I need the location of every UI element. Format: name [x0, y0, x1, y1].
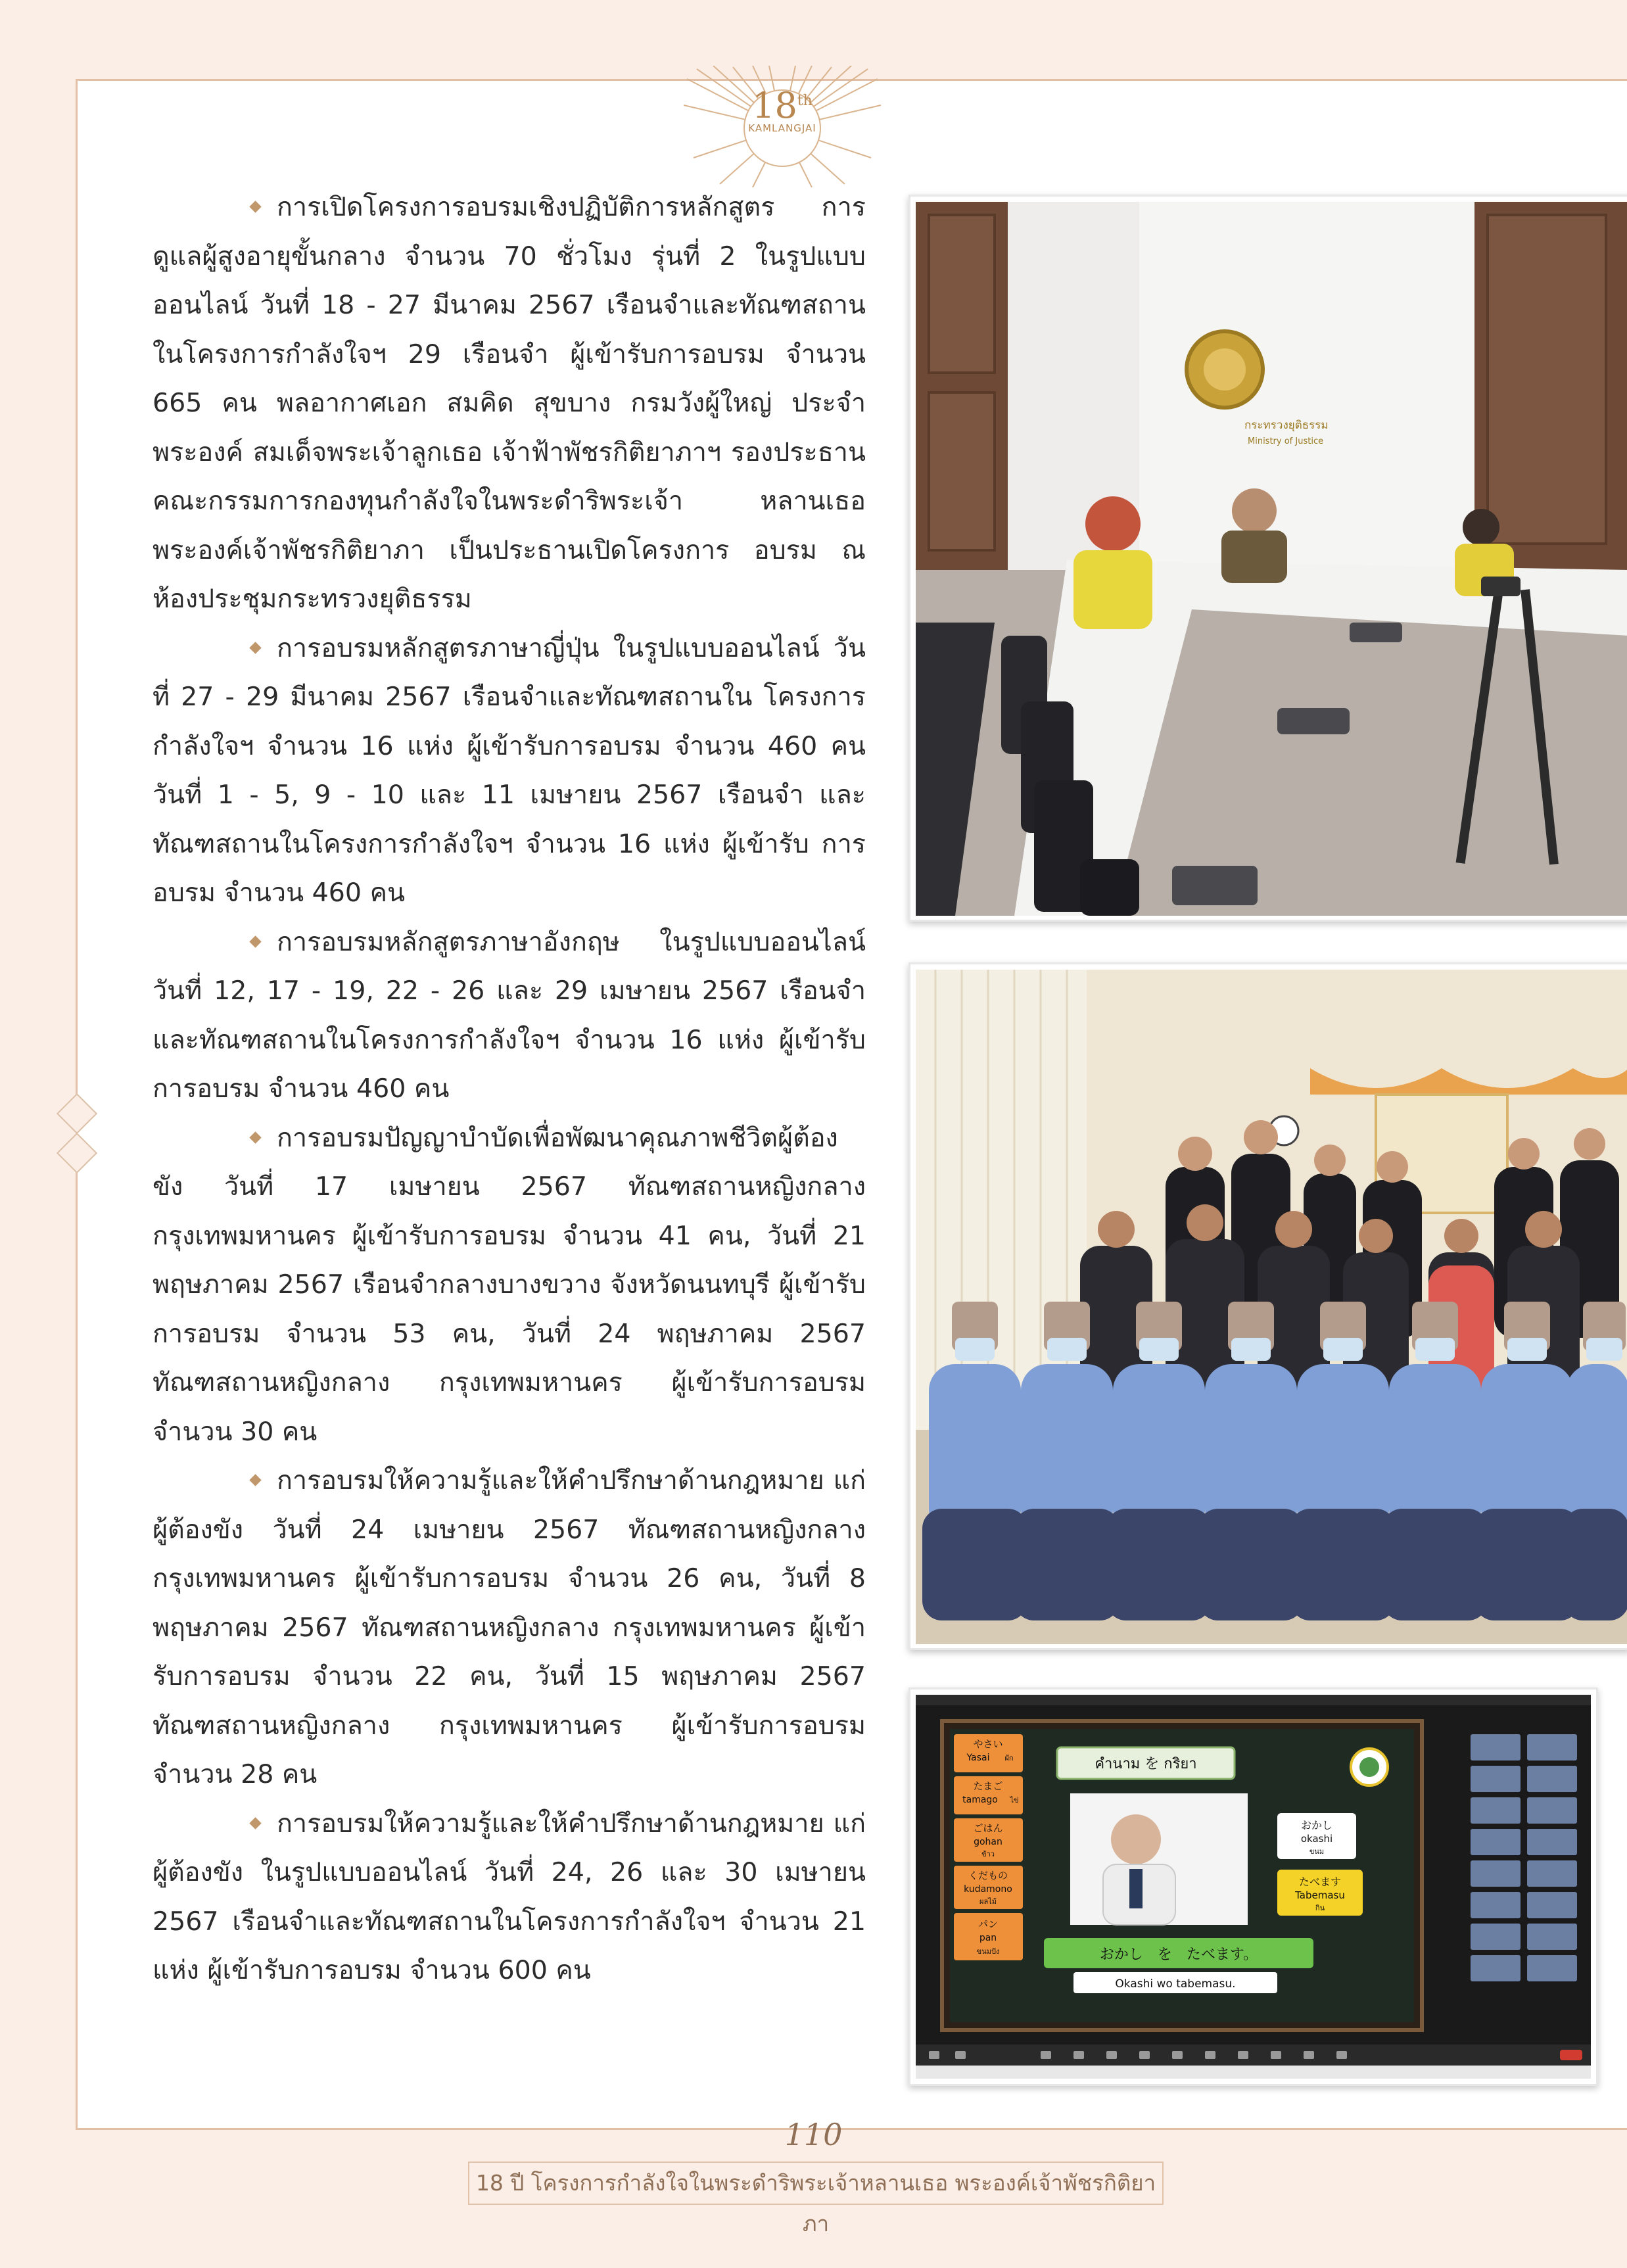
sentence-jp: おかし を たべます。: [1099, 1947, 1258, 1963]
photo-meeting-room: [908, 195, 1627, 922]
vocab-jp: ごはん: [973, 1822, 1003, 1834]
footer-band: 18 ปี โครงการกำลังใจในพระดำริพระเจ้าหลานเธอ พระองค์เจ้าพัชรกิติยาภา: [468, 2162, 1164, 2205]
paragraph: [153, 183, 866, 624]
paragraph-text: การเปิดโครงการอบรมเชิงปฏิบัติการหลักสูตร การดูแลผู้สูงอายุขั้นกลาง จำนวน 70 ชั่วโมง รุ่นที่ 2 ในรูปแบบ ออนไลน์ วันที่ 18 - 27 มีนาคม 2567 เรือนจำและทัณฑสถาน ในโครงการกำลังใจฯ 29 เรือนจำ ผู้เข้ารับการอบรม จำนวน 665 คน พลอากาศเอก สมคิด สุขบาง กรมวังผู้ใหญ่ ประจำพระองค์ สมเด็จพระเจ้าลูกเธอ เจ้าฟ้าพัชรกิติยาภาฯ รองประธานคณะกรรมการกองทุนกำลังใจในพระดำริพระเจ้า หลานเธอ พระองค์เจ้าพัชรกิติยาภา เป็นประธานเปิดโครงการ อบรม ณ ห้องประชุมกระทรวงยุติธรรม: [153, 192, 866, 614]
vocab-thai: ขนมปัง: [976, 1947, 1000, 1956]
paragraph: [153, 1456, 866, 1799]
photo-group: [908, 962, 1627, 1650]
word1-romaji: okashi: [1300, 1833, 1333, 1845]
vocab-romaji: gohan: [974, 1837, 1002, 1847]
paragraph-text: การอบรมให้ความรู้และให้คำปรึกษาด้านกฎหมาย แก่ผู้ต้องขัง วันที่ 24 เมษายน 2567 ทัณฑสถานหญิงกลาง กรุงเทพมหานคร ผู้เข้ารับการอบรม จำนวน 26 คน, วันที่ 8 พฤษภาคม 2567 ทัณฑสถานหญิงกลาง กรุงเทพมหานคร ผู้เข้ารับการอบรม จำนวน 22 คน, วันที่ 15 พฤษภาคม 2567 ทัณฑสถานหญิงกลาง กรุงเทพมหานคร ผู้เข้ารับการอบรม จำนวน 28 คน: [153, 1465, 866, 1789]
vocab-thai: ผลไม้: [979, 1897, 997, 1906]
paragraph: [153, 918, 866, 1114]
word2-romaji: Tabemasu: [1295, 1889, 1345, 1901]
vocab-romaji: pan: [979, 1933, 997, 1943]
vocab-romaji: tamago: [962, 1795, 998, 1805]
vocab-romaji: kudamono: [964, 1884, 1012, 1895]
logo-brand: KAMLANGJAI: [748, 122, 816, 134]
word1-thai: ขนม: [1309, 1847, 1325, 1856]
paragraph: [153, 1799, 866, 1995]
vocab-jp: やさい: [973, 1738, 1003, 1750]
vocab-card: [954, 1818, 1023, 1862]
word2-thai: กิน: [1315, 1904, 1325, 1912]
paragraph: [153, 624, 866, 918]
vocab-thai: ผัก: [1004, 1754, 1014, 1762]
paragraph-text: การอบรมหลักสูตรภาษาญี่ปุ่น ในรูปแบบออนไลน์ วันที่ 27 - 29 มีนาคม 2567 เรือนจำและทัณฑสถานใน โครงการกำลังใจฯ จำนวน 16 แห่ง ผู้เข้ารับการอบรม จำนวน 460 คน วันที่ 1 - 5, 9 - 10 และ 11 เมษายน 2567 เรือนจำ และทัณฑสถานในโครงการกำลังใจฯ จำนวน 16 แห่ง ผู้เข้ารับ การอบรม จำนวน 460 คน: [153, 632, 866, 908]
diamond-bullet-icon: [249, 935, 261, 947]
slide-title: คำนาม を กริยา: [1095, 1756, 1197, 1772]
sign-english: Ministry of Justice: [1248, 437, 1324, 446]
paragraph-text: การอบรมปัญญาบำบัดเพื่อพัฒนาคุณภาพชีวิตผู้ต้องขัง วันที่ 17 เมษายน 2567 ทัณฑสถานหญิงกลาง กรุงเทพมหานคร ผู้เข้ารับการอบรม จำนวน 41 คน, วันที่ 21 พฤษภาคม 2567 เรือนจำกลางบางขวาง จังหวัดนนทบุรี ผู้เข้ารับการอบรม จำนวน 53 คน, วันที่ 24 พฤษภาคม 2567 ทัณฑสถานหญิงกลาง กรุงเทพมหานคร ผู้เข้ารับการอบรม จำนวน 30 คน: [153, 1122, 866, 1447]
vocab-card: [954, 1734, 1023, 1772]
paragraph-text: การอบรมหลักสูตรภาษาอังกฤษ ในรูปแบบออนไลน์ วันที่ 12, 17 - 19, 22 - 26 และ 29 เมษายน 2567 เรือนจำ และทัณฑสถานในโครงการกำลังใจฯ จำนวน 16 แห่ง ผู้เข้ารับ การอบรม จำนวน 460 คน: [153, 926, 866, 1104]
vocab-romaji: Yasai: [966, 1753, 990, 1763]
kamlangjai-logo: [746, 82, 818, 134]
vocab-jp: パン: [978, 1918, 999, 1930]
word2-jp: たべます: [1298, 1876, 1342, 1888]
vocab-card: [954, 1866, 1023, 1909]
diamond-bullet-icon: [249, 642, 261, 653]
diamond-bullet-icon: [249, 1817, 261, 1829]
vocab-jp: たまご: [973, 1780, 1003, 1792]
body-text: [153, 183, 866, 1995]
zoom-screenshot-illustration: [916, 1695, 1591, 2079]
vocab-thai: ไข่: [1010, 1796, 1019, 1805]
sign-thai: กระทรวงยุติธรรม: [1244, 419, 1329, 432]
photo-zoom-lesson: [908, 1688, 1598, 2086]
group-photo-illustration: [916, 970, 1627, 1644]
diamond-bullet-icon: [249, 1131, 261, 1143]
paragraph: [153, 1114, 866, 1457]
vocab-card: [954, 1776, 1023, 1814]
sentence-romaji: Okashi wo tabemasu.: [1115, 1977, 1236, 1991]
meeting-room-illustration: [916, 202, 1627, 916]
vocab-thai: ข้าว: [981, 1850, 995, 1858]
paragraph-text: การอบรมให้ความรู้และให้คำปรึกษาด้านกฎหมาย แก่ผู้ต้องขัง ในรูปแบบออนไลน์ วันที่ 24, 26 และ 30 เมษายน 2567 เรือนจำและทัณฑสถานในโครงการกำลังใจฯ จำนวน 21 แห่ง ผู้เข้ารับการอบรม จำนวน 600 คน: [153, 1808, 866, 1985]
logo-superscript: th: [797, 93, 813, 109]
vocab-jp: くだもの: [968, 1870, 1008, 1881]
vocab-card: [954, 1913, 1023, 1960]
diamond-bullet-icon: [249, 1474, 261, 1486]
word1-jp: おかし: [1300, 1819, 1333, 1831]
page-number: 110: [784, 2117, 843, 2152]
logo-number: 18: [752, 85, 797, 126]
diamond-bullet-icon: [249, 201, 261, 212]
